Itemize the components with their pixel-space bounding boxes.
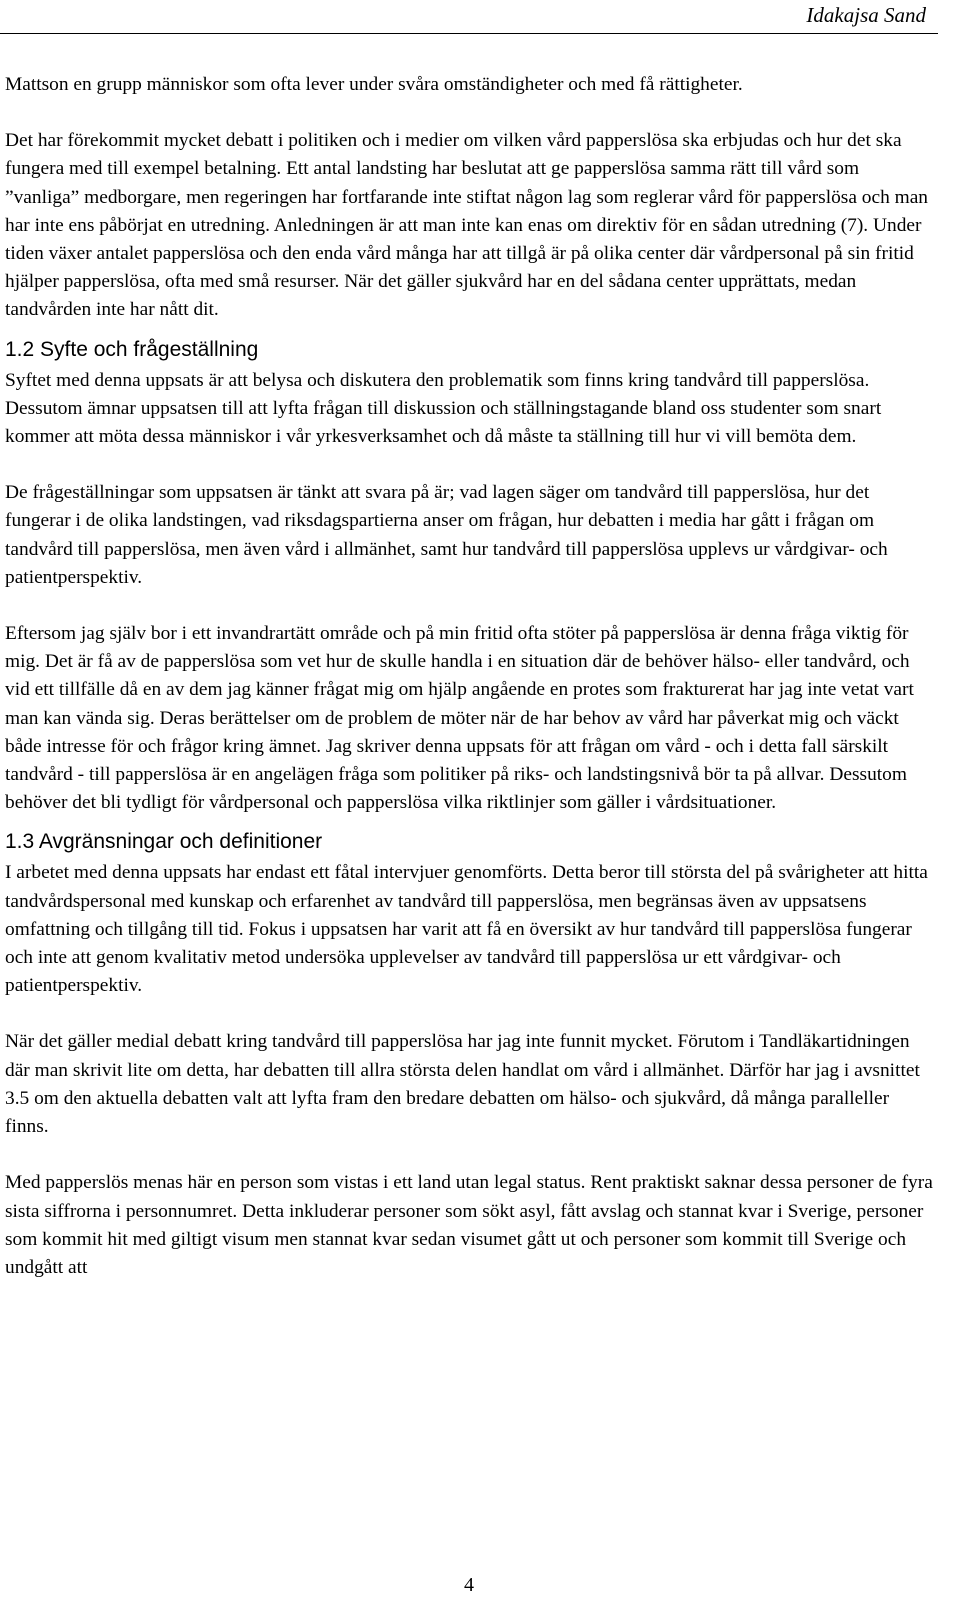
section-heading: 1.2 Syfte och frågeställning	[5, 337, 259, 361]
paragraph: Det har förekommit mycket debatt i politiken och i medier om vilken vård papperslösa ska erbjudas och hur det ska fungera med till exempel betalning. Ett antal landsting har beslutat att ge papperslösa samma rätt till vård som ”vanliga” medborgare, men regeringen har fortfarande inte stiftat någon lag som reglerar vård för papperslösa och man har inte ens påbörjat en utredning. Anledningen är att man inte kan enas om direktiv för en sådan utredning (7). Under tiden växer antalet papperslösa och den enda vård många har att tillgå är på olika center där vårdpersonal på sin fritid hjälper papperslösa, ofta med små resurser. När det gäller sjukvård har en del sådana center upprättats, medan tandvården inte har nått dit.	[5, 130, 929, 321]
page-header	[0, 0, 938, 34]
paragraph: Mattson en grupp människor som ofta lever under svåra omständigheter och med få rättigheter.	[5, 74, 743, 95]
page-number: 4	[464, 1574, 474, 1596]
header-author: Idakajsa Sand	[806, 3, 926, 27]
page-body	[5, 71, 937, 1310]
paragraph: Syftet med denna uppsats är att belysa och diskutera den problematik som finns kring tandvård till papperslösa. Dessutom ämnar uppsatsen till att lyfta frågan till diskussion och ställningstagande bland oss studenter som snart kommer att möta dessa människor i vår yrkesverksamhet och då måste ta ställning till hur vi vill bemöta dem.	[5, 369, 882, 448]
paragraph: De frågeställningar som uppsatsen är tänkt att svara på är; vad lagen säger om tandvård till papperslösa, hur det fungerar i de olika landstingen, vad riksdagspartierna anser om frågan, hur debatten i media har gått i frågan om tandvård till papperslösa, men även vård i allmänhet, samt hur tandvård till papperslösa upplevs ur vårdgivar- och patientperspektiv.	[5, 482, 888, 588]
paragraph: I arbetet med denna uppsats har endast ett fåtal intervjuer genomförts. Detta beror till största del på svårigheter att hitta tandvårdspersonal med kunskap och erfarenhet av tandvård till papperslösa, men begränsas även av uppsatsens omfattning och tillgång till tid. Fokus i uppsatsen har varit att få en översikt av hur tandvård till papperslösa fungerar och inte att genom kvalitativ metod undersöka upplevelser av tandvård till papperslösa ur ett vårdgivar- och patientperspektiv.	[5, 862, 928, 997]
paragraph: När det gäller medial debatt kring tandvård till papperslösa har jag inte funnit mycket. Förutom i Tandläkartidningen där man skrivit lite om detta, har debatten till allra största delen handlat om vård i allmänhet. Därför har jag i avsnittet 3.5 om den aktuella debatten valt att lyfta fram den bredare debatten om hälso- och sjukvård, då många paralleller finns.	[5, 1031, 920, 1138]
section-heading: 1.3 Avgränsningar och definitioner	[5, 830, 323, 854]
paragraph: Med papperslös menas här en person som vistas i ett land utan legal status. Rent praktiskt saknar dessa personer de fyra sista siffrorna i personnumret. Detta inkluderar personer som sökt asyl, fått avslag och stannat kvar i Sverige, personer som kommit hit med giltigt visum men stannat kvar sedan visumet gått ut och personer som kommit till Sverige och undgått att	[5, 1172, 933, 1278]
paragraph: Eftersom jag själv bor i ett invandrartätt område och på min fritid ofta stöter på papperslösa är denna fråga viktig för mig. Det är få av de papperslösa som vet hur de skulle handla i en situation där de behöver hälso- eller tandvård, och vid ett tillfälle då en av dem jag känner frågat mig om hjälp angående en protes som frakturerat har jag inte vetat vart man kan vända sig. Deras berättelser om de problem de möter när de har behov av vård har påverkat mig och väckt både intresse för och frågor kring ämnet. Jag skriver denna uppsats för att frågan om vård - och i detta fall särskilt tandvård - till papperslösa är en angelägen fråga som politiker på riks- och landstingsnivå bör ta på allvar. Dessutom behöver det bli tydligt för vårdpersonal och papperslösa vilka riktlinjer som gäller i vårdsituationer.	[5, 623, 914, 814]
